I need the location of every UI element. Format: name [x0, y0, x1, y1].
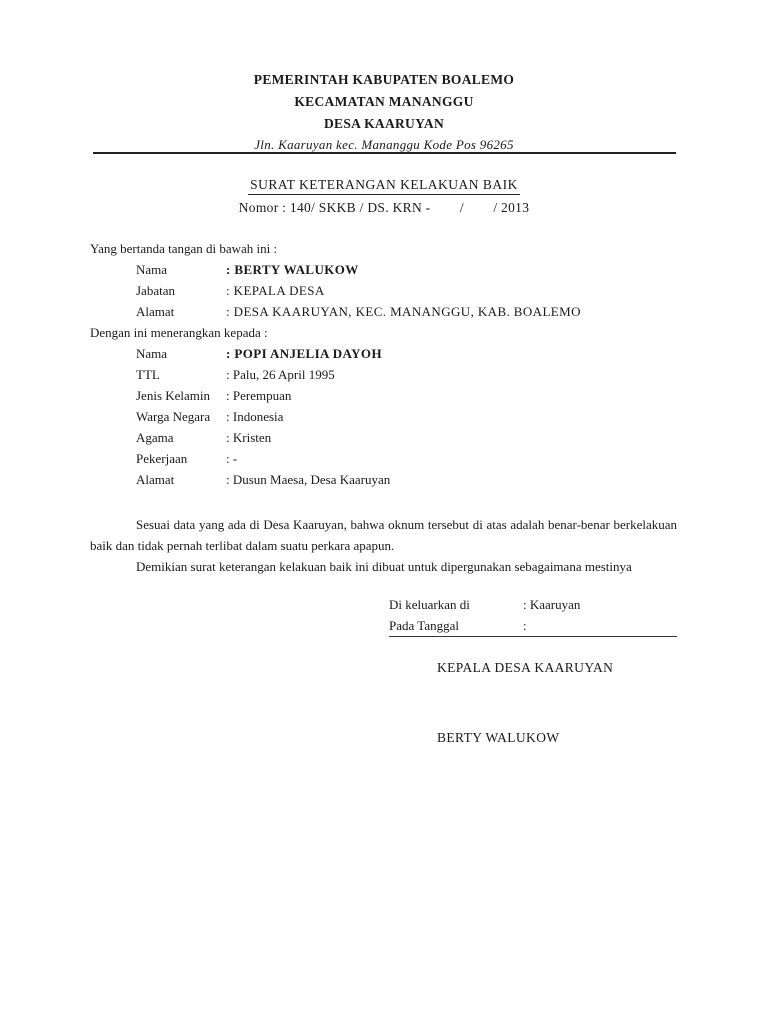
header-government: PEMERINTAH KABUPATEN BOALEMO — [253, 72, 515, 87]
issued-date-value: : — [523, 618, 527, 633]
subject-name-label: Nama — [136, 346, 168, 361]
subject-name-value: : POPI ANJELIA DAYOH — [226, 346, 382, 361]
issuance-divider — [389, 636, 677, 637]
subject-religion-value: : Kristen — [226, 430, 272, 445]
document-title — [0, 177, 768, 195]
issued-place-label: Di keluarkan di — [389, 597, 470, 612]
header-village: DESA KAARUYAN — [323, 116, 445, 131]
header-district: KECAMATAN MANANGGU — [294, 94, 474, 109]
signer-intro: Yang bertanda tangan di bawah ini : — [90, 241, 278, 256]
subject-gender-label: Jenis Kelamin — [136, 388, 211, 403]
body-paragraph-2: Demikian surat keterangan kelakuan baik ini dibuat untuk dipergunakan sebagaimana mestinya — [136, 559, 632, 574]
signature-title: KEPALA DESA KAARUYAN — [437, 660, 614, 675]
subject-address-label: Alamat — [136, 472, 175, 487]
signer-position-label: Jabatan — [136, 283, 175, 298]
subject-religion-label: Agama — [136, 430, 174, 445]
header-address: Jln. Kaaruyan kec. Mananggu Kode Pos 96265 — [254, 137, 514, 152]
signer-address-label: Alamat — [136, 304, 175, 319]
subject-citizenship-value: : Indonesia — [226, 409, 284, 424]
signer-name-value: : BERTY WALUKOW — [226, 262, 359, 277]
subject-birth-value: : Palu, 26 April 1995 — [226, 367, 335, 382]
subject-occupation-value: : - — [226, 451, 238, 466]
subject-intro: Dengan ini menerangkan kepada : — [90, 325, 268, 340]
subject-birth-label: TTL — [136, 367, 160, 382]
letterhead-divider — [93, 152, 676, 154]
signer-address-value: : DESA KAARUYAN, KEC. MANANGGU, KAB. BOALEMO — [226, 304, 581, 319]
signer-name-label: Nama — [136, 262, 168, 277]
subject-address-value: : Dusun Maesa, Desa Kaaruyan — [226, 472, 391, 487]
document-number: Nomor : 140/ SKKB / DS. KRN - / / 2013 — [238, 200, 530, 215]
body-paragraph-1: Sesuai data yang ada di Desa Kaaruyan, bahwa oknum tersebut di atas adalah benar-benar berkelakuan baik dan tidak pernah terlibat dalam suatu perkara apapun. — [90, 517, 677, 553]
subject-gender-value: : Perempuan — [226, 388, 292, 403]
subject-citizenship-label: Warga Negara — [136, 409, 211, 424]
issued-date-label: Pada Tanggal — [389, 618, 459, 633]
issued-place-value: : Kaaruyan — [523, 597, 581, 612]
subject-occupation-label: Pekerjaan — [136, 451, 188, 466]
signer-position-value: : KEPALA DESA — [226, 283, 325, 298]
signature-name: BERTY WALUKOW — [437, 730, 560, 745]
document-title-text: SURAT KETERANGAN KELAKUAN BAIK — [248, 177, 520, 195]
